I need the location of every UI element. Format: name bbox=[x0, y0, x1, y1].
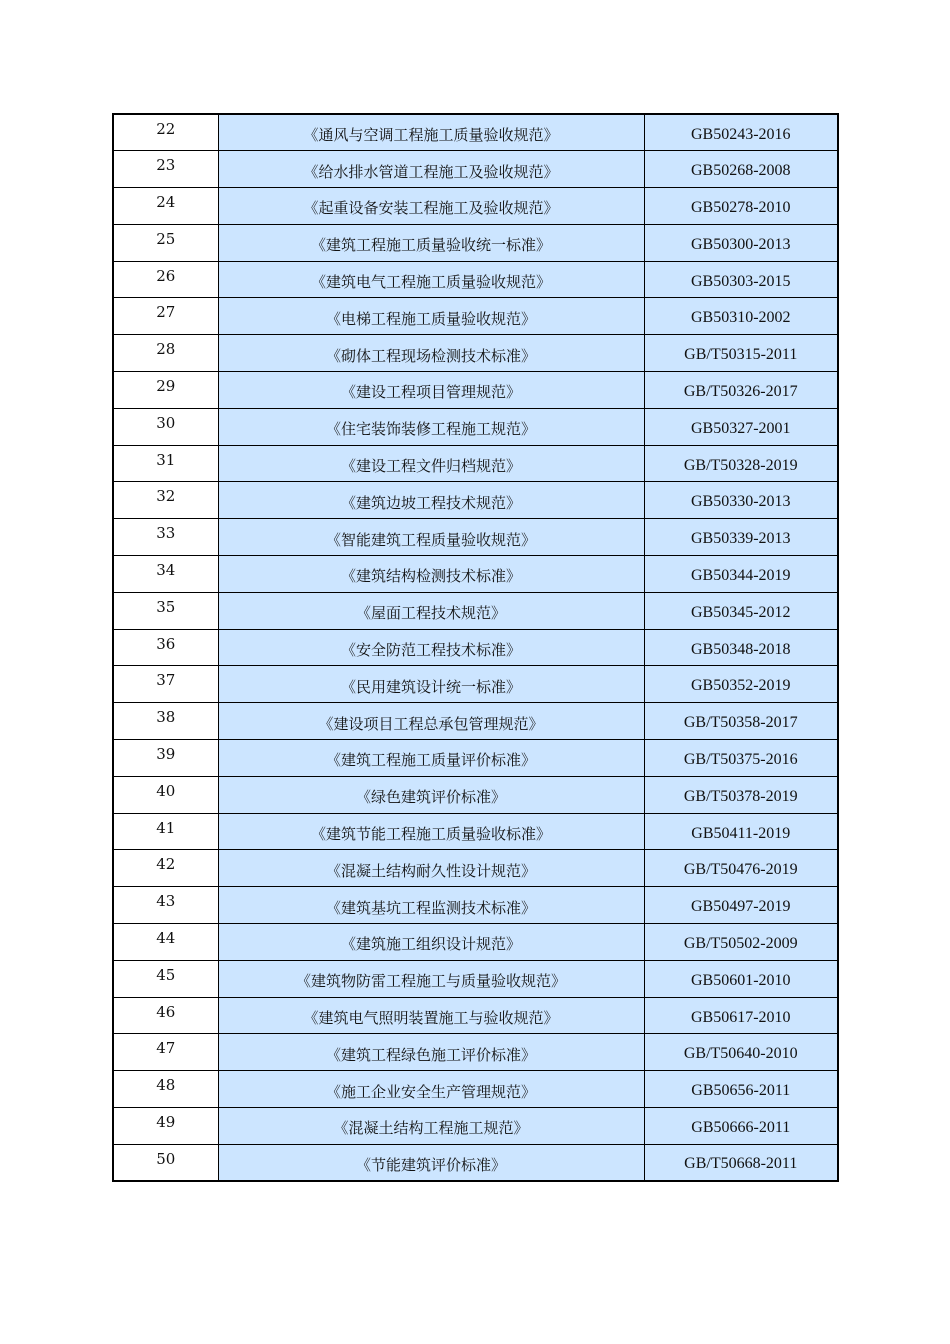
row-number: 46 bbox=[113, 997, 218, 1034]
standard-code: GB/T50328-2019 bbox=[644, 445, 838, 482]
row-number: 40 bbox=[113, 776, 218, 813]
standard-name: 《绿色建筑评价标准》 bbox=[218, 776, 644, 813]
table-row bbox=[113, 1144, 838, 1181]
standard-code: GB50310-2002 bbox=[644, 298, 838, 335]
standard-name: 《建筑物防雷工程施工与质量验收规范》 bbox=[218, 960, 644, 997]
row-number: 30 bbox=[113, 408, 218, 445]
row-number: 37 bbox=[113, 666, 218, 703]
standard-code: GB50601-2010 bbox=[644, 960, 838, 997]
table-row bbox=[113, 887, 838, 924]
standard-name: 《起重设备安装工程施工及验收规范》 bbox=[218, 188, 644, 225]
standard-code: GB/T50502-2009 bbox=[644, 924, 838, 961]
row-number: 29 bbox=[113, 372, 218, 409]
table-row bbox=[113, 224, 838, 261]
table-row bbox=[113, 813, 838, 850]
table-row bbox=[113, 1071, 838, 1108]
standard-name: 《施工企业安全生产管理规范》 bbox=[218, 1071, 644, 1108]
standard-name: 《建筑工程施工质量验收统一标准》 bbox=[218, 224, 644, 261]
row-number: 26 bbox=[113, 261, 218, 298]
standard-code: GB50345-2012 bbox=[644, 592, 838, 629]
row-number: 45 bbox=[113, 960, 218, 997]
standard-code: GB50497-2019 bbox=[644, 887, 838, 924]
table-row bbox=[113, 629, 838, 666]
standard-code: GB/T50640-2010 bbox=[644, 1034, 838, 1071]
row-number: 49 bbox=[113, 1108, 218, 1145]
table-row bbox=[113, 298, 838, 335]
standard-name: 《智能建筑工程质量验收规范》 bbox=[218, 519, 644, 556]
standard-code: GB/T50378-2019 bbox=[644, 776, 838, 813]
standard-code: GB50411-2019 bbox=[644, 813, 838, 850]
row-number: 38 bbox=[113, 703, 218, 740]
standard-code: GB50344-2019 bbox=[644, 556, 838, 593]
row-number: 39 bbox=[113, 740, 218, 777]
standard-name: 《屋面工程技术规范》 bbox=[218, 592, 644, 629]
row-number: 50 bbox=[113, 1144, 218, 1181]
table-row bbox=[113, 408, 838, 445]
row-number: 36 bbox=[113, 629, 218, 666]
row-number: 32 bbox=[113, 482, 218, 519]
row-number: 43 bbox=[113, 887, 218, 924]
row-number: 24 bbox=[113, 188, 218, 225]
table-row bbox=[113, 740, 838, 777]
standard-name: 《安全防范工程技术标准》 bbox=[218, 629, 644, 666]
table-row bbox=[113, 151, 838, 188]
standard-code: GB/T50375-2016 bbox=[644, 740, 838, 777]
table-row bbox=[113, 850, 838, 887]
standard-code: GB50330-2013 bbox=[644, 482, 838, 519]
standard-code: GB50243-2016 bbox=[644, 114, 838, 151]
standards-table bbox=[112, 113, 839, 1182]
standard-name: 《砌体工程现场检测技术标准》 bbox=[218, 335, 644, 372]
table-row bbox=[113, 335, 838, 372]
table-row bbox=[113, 666, 838, 703]
standard-name: 《建筑工程绿色施工评价标准》 bbox=[218, 1034, 644, 1071]
standard-name: 《通风与空调工程施工质量验收规范》 bbox=[218, 114, 644, 151]
standard-name: 《住宅装饰装修工程施工规范》 bbox=[218, 408, 644, 445]
table-row bbox=[113, 188, 838, 225]
standard-code: GB50268-2008 bbox=[644, 151, 838, 188]
row-number: 44 bbox=[113, 924, 218, 961]
row-number: 48 bbox=[113, 1071, 218, 1108]
table-row bbox=[113, 776, 838, 813]
standard-code: GB50339-2013 bbox=[644, 519, 838, 556]
table-row bbox=[113, 482, 838, 519]
standard-name: 《节能建筑评价标准》 bbox=[218, 1144, 644, 1181]
row-number: 27 bbox=[113, 298, 218, 335]
standard-code: GB50352-2019 bbox=[644, 666, 838, 703]
standard-code: GB/T50476-2019 bbox=[644, 850, 838, 887]
row-number: 31 bbox=[113, 445, 218, 482]
standard-name: 《建筑节能工程施工质量验收标准》 bbox=[218, 813, 644, 850]
table-row bbox=[113, 1108, 838, 1145]
standard-name: 《建筑工程施工质量评价标准》 bbox=[218, 740, 644, 777]
standard-name: 《建筑电气工程施工质量验收规范》 bbox=[218, 261, 644, 298]
standard-name: 《建筑结构检测技术标准》 bbox=[218, 556, 644, 593]
standard-code: GB50303-2015 bbox=[644, 261, 838, 298]
standard-name: 《建设工程项目管理规范》 bbox=[218, 372, 644, 409]
standard-code: GB50300-2013 bbox=[644, 224, 838, 261]
table-row bbox=[113, 556, 838, 593]
row-number: 28 bbox=[113, 335, 218, 372]
standard-code: GB50348-2018 bbox=[644, 629, 838, 666]
table-row bbox=[113, 519, 838, 556]
standard-code: GB/T50315-2011 bbox=[644, 335, 838, 372]
table-row bbox=[113, 703, 838, 740]
row-number: 35 bbox=[113, 592, 218, 629]
standard-name: 《民用建筑设计统一标准》 bbox=[218, 666, 644, 703]
row-number: 23 bbox=[113, 151, 218, 188]
table-row bbox=[113, 261, 838, 298]
standard-name: 《混凝土结构耐久性设计规范》 bbox=[218, 850, 644, 887]
standard-name: 《给水排水管道工程施工及验收规范》 bbox=[218, 151, 644, 188]
standard-name: 《混凝土结构工程施工规范》 bbox=[218, 1108, 644, 1145]
standard-code: GB50278-2010 bbox=[644, 188, 838, 225]
standard-name: 《建设工程文件归档规范》 bbox=[218, 445, 644, 482]
table-row bbox=[113, 445, 838, 482]
standard-code: GB50617-2010 bbox=[644, 997, 838, 1034]
row-number: 22 bbox=[113, 114, 218, 151]
standard-code: GB50656-2011 bbox=[644, 1071, 838, 1108]
standard-code: GB/T50668-2011 bbox=[644, 1144, 838, 1181]
row-number: 25 bbox=[113, 224, 218, 261]
table-row bbox=[113, 114, 838, 151]
standard-name: 《电梯工程施工质量验收规范》 bbox=[218, 298, 644, 335]
row-number: 42 bbox=[113, 850, 218, 887]
standard-code: GB/T50358-2017 bbox=[644, 703, 838, 740]
table-row bbox=[113, 997, 838, 1034]
standard-name: 《建筑电气照明装置施工与验收规范》 bbox=[218, 997, 644, 1034]
standard-name: 《建设项目工程总承包管理规范》 bbox=[218, 703, 644, 740]
standard-name: 《建筑边坡工程技术规范》 bbox=[218, 482, 644, 519]
standard-code: GB/T50326-2017 bbox=[644, 372, 838, 409]
standards-table-body bbox=[113, 114, 838, 1181]
standard-name: 《建筑基坑工程监测技术标准》 bbox=[218, 887, 644, 924]
row-number: 34 bbox=[113, 556, 218, 593]
row-number: 41 bbox=[113, 813, 218, 850]
standard-name: 《建筑施工组织设计规范》 bbox=[218, 924, 644, 961]
row-number: 47 bbox=[113, 1034, 218, 1071]
standard-code: GB50327-2001 bbox=[644, 408, 838, 445]
table-row bbox=[113, 960, 838, 997]
table-row bbox=[113, 592, 838, 629]
row-number: 33 bbox=[113, 519, 218, 556]
table-row bbox=[113, 372, 838, 409]
table-row bbox=[113, 924, 838, 961]
standard-code: GB50666-2011 bbox=[644, 1108, 838, 1145]
table-row bbox=[113, 1034, 838, 1071]
